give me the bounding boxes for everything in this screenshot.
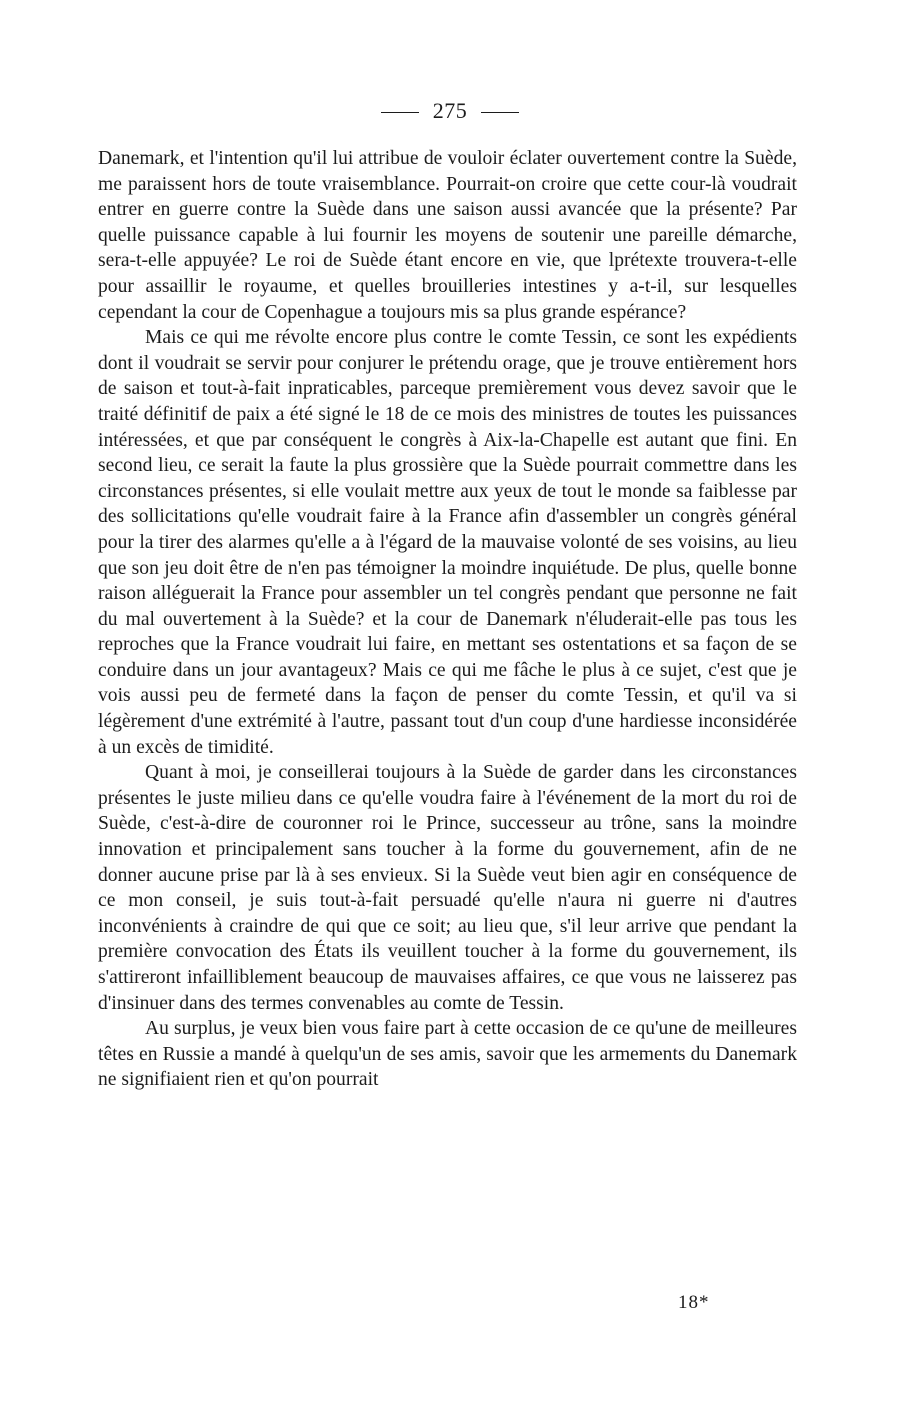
paragraph: Au surplus, je veux bien vous faire part à cette occasion de ce qu'une de meilleures têtes en Russie a mandé à quelqu'un de ses amis, savoir que les armements du Danemark ne signifiaient rien et qu'on pourrait: [98, 1018, 797, 1091]
signature-mark: 18*: [678, 1292, 710, 1313]
page-number: 275: [432, 98, 468, 123]
body-text: [98, 146, 797, 1093]
header-dash-right: [481, 112, 519, 113]
page-header: [0, 96, 900, 126]
paragraph: Quant à moi, je conseillerai toujours à la Suède de garder dans les circonstances présentes le juste milieu dans ce qu'elle voudra faire à l'événement de la mort du roi de Suède, c'est-à-dire de couronner roi le Prince, successeur au trône, sans la moindre innovation et principalement sans toucher à la forme du gouvernement, afin de ne donner aucune prise par là à ses envieux. Si la Suède veut bien agir en conséquence de ce mon conseil, je suis tout-à-fait persuadé qu'elle n'aura ni guerre ni d'autres inconvénients à craindre de qui que ce soit; au lieu que, s'il leur arrive que pendant la première convocation des États ils veuillent toucher à la forme du gouvernement, ils s'attireront infailliblement beaucoup de mauvaises affaires, ce que vous ne laisserez pas d'insinuer dans des termes convenables au comte de Tessin.: [98, 762, 797, 1014]
paragraph: Mais ce qui me révolte encore plus contre le comte Tessin, ce sont les expédients dont il voudrait se servir pour conjurer le prétendu orage, que je trouve entièrement hors de saison et tout-à-fait inpraticables, parceque premièrement vous devez savoir que le traité définitif de paix a été signé le 18 de ce mois des ministres de toutes les puissances intéressées, et que par conséquent le congrès à Aix-la-Chapelle est autant que fini. En second lieu, ce serait la faute la plus grossière que la Suède pourrait commettre dans les circonstances présentes, si elle voulait mettre aux yeux de tout le monde sa faiblesse par des sollicitations qu'elle voudrait faire à la France afin d'assembler un congrès général pour la tirer des alarmes qu'elle a à l'égard de la mauvaise volonté de ses voisins, au lieu que son jeu doit être de n'en pas témoigner la moindre inquiétude. De plus, quelle bonne raison alléguerait la France pour assembler un tel congrès pendant que personne ne fait du mal ouvertement à la Suède? et la cour de Danemark n'éluderait-elle pas tous les reproches que la France voudrait lui faire, en mettant ses ostentations et sa façon de se conduire dans un jour avantageux? Mais ce qui me fâche le plus à ce sujet, c'est que je vois aussi peu de fermeté dans la façon de penser du comte Tessin, et qu'il va si légèrement d'une extrémité à l'autre, passant tout d'un coup d'une hardiesse inconsidérée à un excès de timidité.: [98, 327, 797, 758]
paragraph-continuation: Danemark, et l'intention qu'il lui attribue de vouloir éclater ouvertement contre la Suède, me paraissent hors de toute vraisemblance. Pourrait-on croire que cette cour-là voudrait entrer en guerre contre la Suède dans une saison aussi avancée que la présente? Par quelle puissance capable à lui fournir les moyens de soutenir une pareille démarche, sera-t-elle appuyée? Le roi de Suède étant encore en vie, que lprétexte trouvera-t-elle pour assaillir le royaume, et quelles brouilleries intestines y a-t-il, sur lesquelles cependant la cour de Copenhague a toujours mis sa plus grande espérance?: [98, 148, 797, 323]
header-dash-left: [381, 112, 419, 113]
